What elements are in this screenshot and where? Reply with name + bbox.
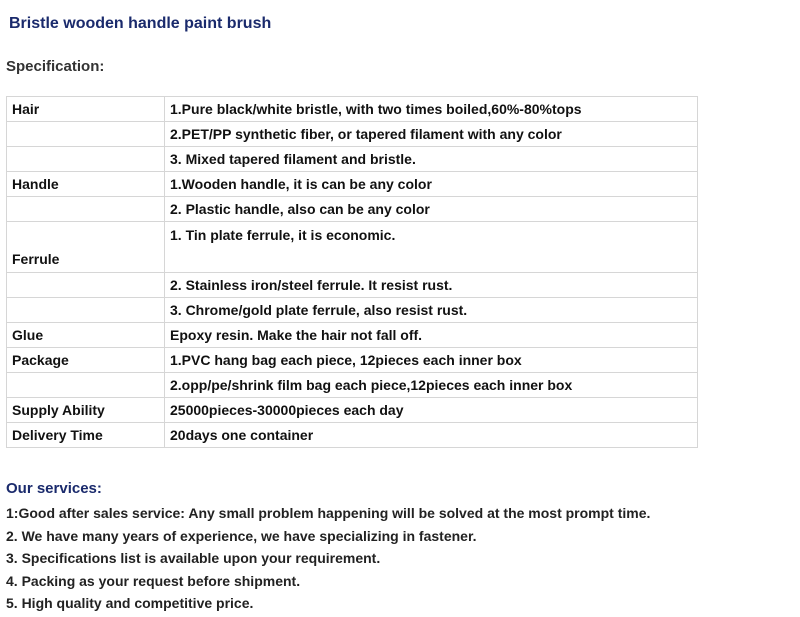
- spec-key: [7, 122, 165, 147]
- spec-key: [7, 298, 165, 323]
- spec-key: Glue: [7, 323, 165, 348]
- specification-heading: Specification:: [6, 58, 105, 75]
- table-row: [7, 323, 698, 348]
- table-row: [7, 197, 698, 222]
- spec-value: 3. Chrome/gold plate ferrule, also resist rust.: [165, 298, 698, 323]
- spec-value: 2. Stainless iron/steel ferrule. It resist rust.: [165, 273, 698, 298]
- list-item: 1:Good after sales service: Any small problem happening will be solved at the most prompt time.: [6, 505, 651, 521]
- spec-value: 2. Plastic handle, also can be any color: [165, 197, 698, 222]
- spec-value: 1.Wooden handle, it is can be any color: [165, 172, 698, 197]
- spec-key: [7, 197, 165, 222]
- spec-value: 2.PET/PP synthetic fiber, or tapered filament with any color: [165, 122, 698, 147]
- spec-value: 3. Mixed tapered filament and bristle.: [165, 147, 698, 172]
- table-row: [7, 348, 698, 373]
- services-list: [6, 502, 650, 615]
- list-item: 2. We have many years of experience, we have specializing in fastener.: [6, 527, 477, 544]
- table-row: [7, 222, 698, 273]
- specification-table: [6, 96, 698, 448]
- table-row: [7, 373, 698, 398]
- table-row: [7, 147, 698, 172]
- spec-value: 25000pieces-30000pieces each day: [165, 398, 698, 423]
- spec-value: 1.PVC hang bag each piece, 12pieces each inner box: [165, 348, 698, 373]
- page-title: Bristle wooden handle paint brush: [9, 15, 272, 32]
- spec-value: Epoxy resin. Make the hair not fall off.: [165, 323, 698, 348]
- table-row: [7, 398, 698, 423]
- spec-value: 1. Tin plate ferrule, it is economic.: [165, 222, 698, 273]
- spec-key: [7, 147, 165, 172]
- spec-key: Hair: [7, 97, 165, 122]
- table-row: [7, 172, 698, 197]
- spec-key: [7, 273, 165, 298]
- table-row: [7, 122, 698, 147]
- table-row: [7, 273, 698, 298]
- spec-value: 1.Pure black/white bristle, with two times boiled,60%-80%tops: [165, 97, 698, 122]
- spec-key: Handle: [7, 172, 165, 197]
- spec-key: Package: [7, 348, 165, 373]
- spec-value: 20days one container: [165, 423, 698, 448]
- table-row: [7, 298, 698, 323]
- spec-key: Ferrule: [7, 222, 165, 273]
- services-heading: Our services:: [6, 480, 102, 497]
- spec-value: 2.opp/pe/shrink film bag each piece,12pieces each inner box: [165, 373, 698, 398]
- spec-key: Delivery Time: [7, 423, 165, 448]
- list-item: 4. Packing as your request before shipment.: [6, 572, 301, 589]
- list-item: 3. Specifications list is available upon your requirement.: [6, 550, 381, 566]
- spec-key: Supply Ability: [7, 398, 165, 423]
- table-row: [7, 423, 698, 448]
- table-row: [7, 97, 698, 122]
- list-item: 5. High quality and competitive price.: [6, 595, 254, 611]
- spec-key: [7, 373, 165, 398]
